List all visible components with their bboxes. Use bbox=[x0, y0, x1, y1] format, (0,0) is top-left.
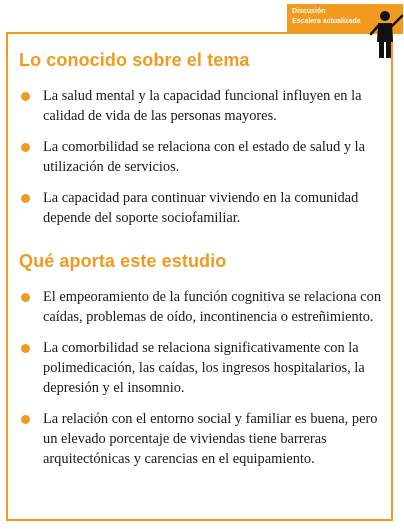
list-item: La salud mental y la capacidad funcional influyen en la calidad de vida de las personas mayores. bbox=[19, 86, 391, 126]
section-title-contribution: Qué aporta este estudio bbox=[19, 251, 227, 271]
section-title-known: Lo conocido sobre el tema bbox=[19, 50, 250, 70]
tag-line-2: Escalera actualizada bbox=[292, 18, 361, 25]
bullet-icon bbox=[21, 293, 30, 302]
bullet-icon bbox=[21, 92, 30, 101]
list-item: La relación con el entorno social y familiar es buena, pero un elevado porcentaje de viviendas tiene barreras arquitectónicas y carencias en el equipamiento. bbox=[19, 409, 391, 469]
list-item: La capacidad para continuar viviendo en la comunidad depende del soporte sociofamiliar. bbox=[19, 188, 391, 228]
bullet-icon bbox=[21, 194, 30, 203]
contribution-list bbox=[19, 287, 391, 480]
list-item: El empeoramiento de la función cognitiva se relaciona con caídas, problemas de oído, incontinencia o estreñimiento. bbox=[19, 287, 391, 327]
bullet-icon bbox=[21, 143, 30, 152]
tag-line-1: Discusión bbox=[292, 8, 326, 15]
bullet-icon bbox=[21, 415, 30, 424]
list-item: La comorbilidad se relaciona significativamente con la polimedicación, las caídas, los ingresos hospitalarios, la depresión y el insomnio. bbox=[19, 338, 391, 398]
presenter-figure-icon bbox=[366, 8, 404, 60]
known-list bbox=[19, 86, 391, 239]
list-item: La comorbilidad se relaciona con el estado de salud y la utilización de servicios. bbox=[19, 137, 391, 177]
bullet-icon bbox=[21, 344, 30, 353]
